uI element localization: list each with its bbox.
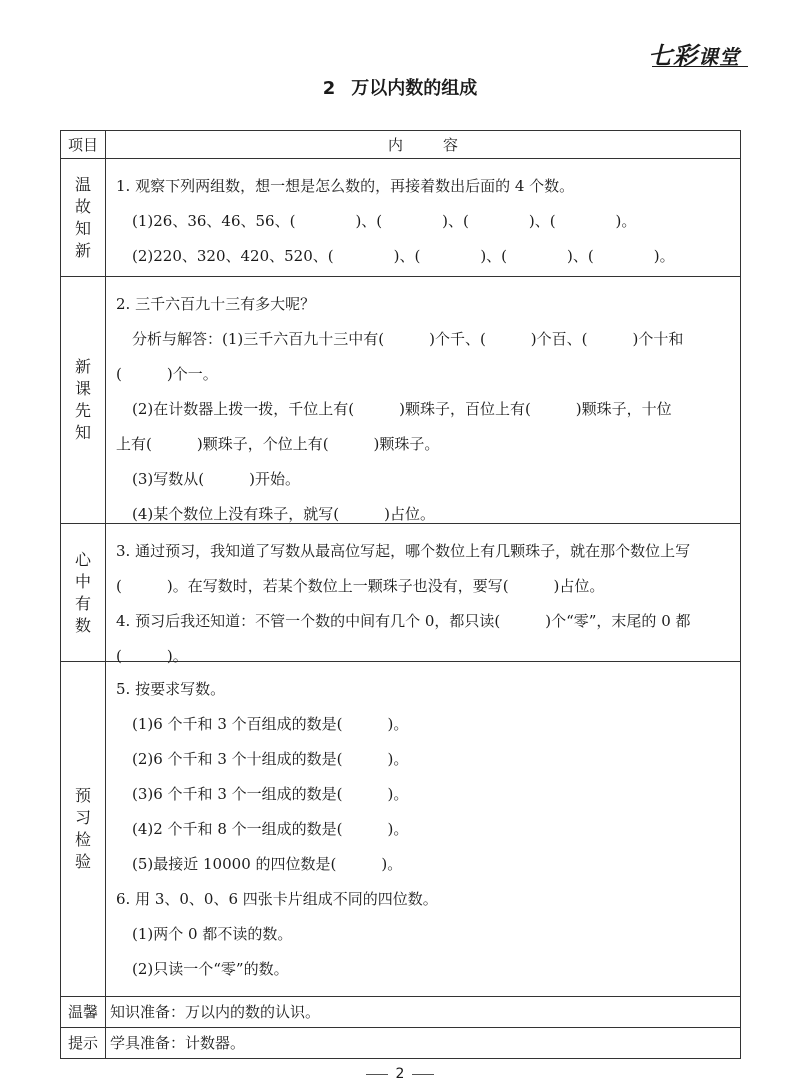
question-3-cont: ( )。在写数时，若某个数位上一颗珠子也没有，要写( )占位。 xyxy=(116,577,605,595)
tips-label-top xyxy=(61,997,106,1028)
label-char: 验 xyxy=(74,852,91,871)
label-char: 温 xyxy=(74,174,91,194)
label-char: 心 xyxy=(74,549,91,569)
label-char: 知 xyxy=(74,423,91,442)
tips-tools-cell xyxy=(106,1028,741,1059)
lesson-number: 2 xyxy=(322,78,336,99)
label-char: 知 xyxy=(74,218,91,238)
question-5-part-4: (4)2 个千和 8 个一组成的数是( )。 xyxy=(132,820,409,838)
question-1: 1. 观察下列两组数，想一想是怎么数的，再接着数出后面的 4 个数。 xyxy=(116,177,575,195)
question-2-analysis-2: (2)在计数器上拨一拨，千位上有( )颗珠子，百位上有( )颗珠子，十位 xyxy=(132,400,672,418)
question-2-analysis-1: 分析与解答：(1)三千六百九十三中有( )个千、( )个百、( )个十和 xyxy=(132,330,684,348)
section-label-takeaway xyxy=(61,524,106,662)
question-3: 3. 通过预习，我知道了写数从最高位写起，哪个数位上有几颗珠子，就在那个数位上写 xyxy=(116,542,691,560)
label-char: 课 xyxy=(74,379,91,398)
question-2-analysis-2-cont: 上有( )颗珠子，个位上有( )颗珠子。 xyxy=(116,435,440,453)
question-2-analysis-4: (4)某个数位上没有珠子，就写( )占位。 xyxy=(132,505,435,523)
label-char: 中 xyxy=(74,571,91,591)
question-1-part-1: (1)26、36、46、56、( )、( )、( )、( )。 xyxy=(132,212,637,230)
section-content-takeaway xyxy=(106,524,741,665)
question-2-analysis-3: (3)写数从( )开始。 xyxy=(132,470,300,488)
section-label-review xyxy=(61,159,106,277)
question-6-part-1: (1)两个 0 都不读的数。 xyxy=(132,925,293,943)
label-char: 习 xyxy=(74,808,91,827)
header-item: 项目 xyxy=(61,131,106,159)
question-1-part-2: (2)220、320、420、520、( )、( )、( )、( )。 xyxy=(132,247,675,265)
question-4-cont: ( )。 xyxy=(116,647,188,665)
section-content-practice-check xyxy=(106,662,741,997)
section-review xyxy=(61,159,741,277)
tips-tools: 学具准备：计数器。 xyxy=(110,1034,246,1052)
page-number: 2 xyxy=(395,1066,405,1082)
header-content xyxy=(106,131,741,159)
tips-label-top-text: 温馨 xyxy=(67,1003,98,1021)
page-title xyxy=(0,74,800,100)
tips-row-2 xyxy=(61,1028,741,1059)
section-practice-check xyxy=(61,662,741,997)
logo-underline xyxy=(652,66,748,67)
section-content-new-lesson xyxy=(106,277,741,524)
tips-label-bottom xyxy=(61,1028,106,1059)
footer-dash-left xyxy=(366,1074,388,1075)
question-6: 6. 用 3、0、0、6 四张卡片组成不同的四位数。 xyxy=(116,890,438,908)
tips-label-bottom-text: 提示 xyxy=(67,1034,98,1052)
label-char: 先 xyxy=(74,401,91,420)
section-label-new-lesson xyxy=(61,277,106,524)
worksheet-table xyxy=(60,130,741,1059)
label-char: 新 xyxy=(74,240,91,260)
question-5: 5. 按要求写数。 xyxy=(116,680,226,698)
question-5-part-1: (1)6 个千和 3 个百组成的数是( )。 xyxy=(132,715,409,733)
section-new-lesson xyxy=(61,277,741,524)
question-5-part-3: (3)6 个千和 3 个一组成的数是( )。 xyxy=(132,785,409,803)
tips-knowledge-cell xyxy=(106,997,741,1028)
logo-tail: 课堂 xyxy=(698,45,740,69)
label-char: 故 xyxy=(74,196,91,216)
section-takeaway xyxy=(61,524,741,662)
question-2-analysis-1-cont: ( )个一。 xyxy=(116,365,218,383)
label-char: 检 xyxy=(74,830,91,849)
logo-main: 七彩 xyxy=(648,42,698,70)
section-label-practice-check xyxy=(61,662,106,997)
label-char: 有 xyxy=(74,593,91,613)
table-header-row xyxy=(61,131,741,159)
label-char: 预 xyxy=(74,786,91,805)
label-char: 数 xyxy=(74,615,91,635)
header-content-label: 内容 xyxy=(387,136,498,154)
question-5-part-2: (2)6 个千和 3 个十组成的数是( )。 xyxy=(132,750,409,768)
tips-knowledge: 知识准备：万以内的数的认识。 xyxy=(110,1003,321,1021)
section-content-review xyxy=(106,159,741,277)
footer-dash-right xyxy=(412,1074,434,1075)
question-4: 4. 预习后我还知道：不管一个数的中间有几个 0，都只读( )个“零”，末尾的 0 都 xyxy=(116,612,691,630)
question-6-part-2: (2)只读一个“零”的数。 xyxy=(132,960,289,978)
lesson-title: 万以内数的组成 xyxy=(351,78,478,99)
question-5-part-5: (5)最接近 10000 的四位数是( )。 xyxy=(132,855,403,873)
page-footer xyxy=(0,1066,800,1082)
tips-row-1 xyxy=(61,997,741,1028)
question-2: 2. 三千六百九十三有多大呢？ xyxy=(116,295,316,313)
label-char: 新 xyxy=(74,357,91,376)
